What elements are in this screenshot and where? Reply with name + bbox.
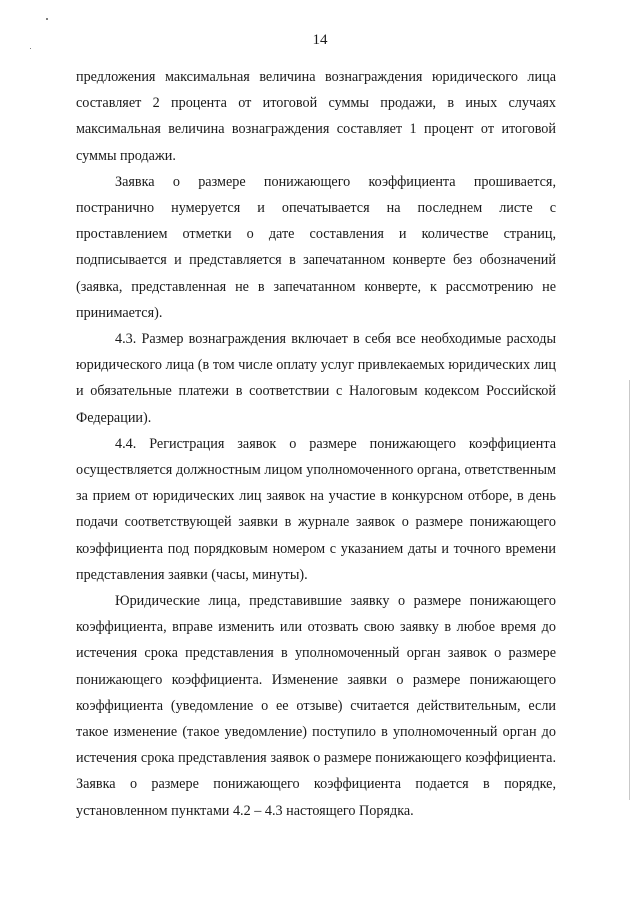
paragraph-4-4: 4.4. Регистрация заявок о размере понижающего коэффициента осуществляется должностным лицом уполномоченного органа, ответственным за прием от юридических лиц заявок на участие в конкурсном отборе, в день подачи соответствующей заявки в журнале заявок о размере понижающего коэффициента под порядковым номером с указанием даты и точного времени представления заявки (часы, минуты).	[76, 435, 556, 583]
document-body	[76, 64, 556, 824]
paragraph-4-3: 4.3. Размер вознаграждения включает в себя все необходимые расходы юридического лица (в том числе оплату услуг привлекаемых юридических лиц и обязательные платежи в соответствии с Налоговым кодексом Российской Федерации).	[76, 331, 556, 426]
scan-edge-line	[629, 380, 630, 800]
paragraph-application-sealing: Заявка о размере понижающего коэффициента прошивается, постранично нумеруется и опечатывается на последнем листе с проставлением отметки о дате составления и количестве страниц, подписывается и представляется в запечатанном конверте без обозначений (заявка, представленная не в запечатанном конверте, к рассмотрению не принимается).	[76, 173, 556, 321]
page-number: 14	[312, 32, 328, 48]
paragraph-continuation: предложения максимальная величина вознаграждения юридического лица составляет 2 процента от итоговой суммы продажи, в иных случаях максимальная величина вознаграждения составляет 1 процент от итоговой суммы продажи.	[76, 69, 556, 164]
scan-speck	[46, 18, 48, 20]
paragraph-withdrawal: Юридические лица, представившие заявку о размере понижающего коэффициента, вправе изменить или отозвать свою заявку в любое время до истечения срока представления в уполномоченный орган заявок о размере понижающего коэффициента. Изменение заявки о размере понижающего коэффициента (уведомление о ее отзыве) считается действительным, если такое изменение (такое уведомление) поступило в уполномоченный орган до истечения срока представления заявок о размере понижающего коэффициента. Заявка о размере понижающего коэффициента подается в порядке, установленном пунктами 4.2 – 4.3 настоящего Порядка.	[76, 593, 556, 819]
